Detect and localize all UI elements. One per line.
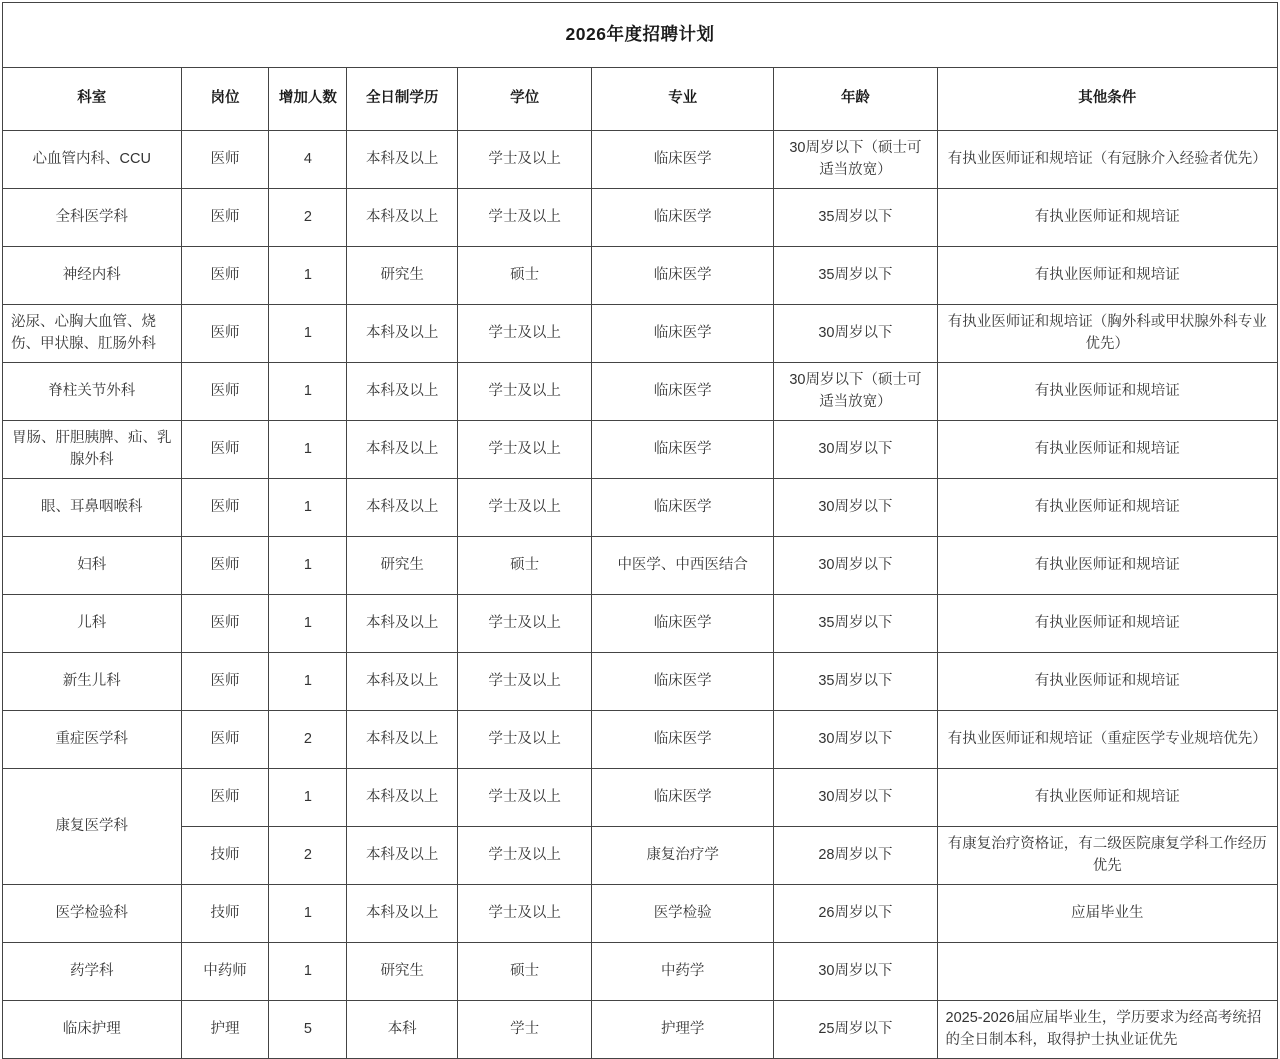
major-cell: 护理学 [592,1001,774,1059]
department-cell: 全科医学科 [3,189,182,247]
age-cell: 30周岁以下 [774,537,937,595]
degree-cell: 硕士 [458,247,592,305]
position-cell: 医师 [181,537,269,595]
header-row [3,68,1278,131]
education-cell: 本科及以上 [347,421,458,479]
degree-cell: 学士 [458,1001,592,1059]
department-cell: 眼、耳鼻咽喉科 [3,479,182,537]
age-cell: 35周岁以下 [774,653,937,711]
education-cell: 本科及以上 [347,131,458,189]
position-cell: 医师 [181,305,269,363]
education-cell: 本科及以上 [347,479,458,537]
major-cell: 康复治疗学 [592,827,774,885]
other-conditions-cell: 有执业医师证和规培证 [937,479,1277,537]
other-conditions-cell: 有执业医师证和规培证 [937,653,1277,711]
headcount-cell: 1 [269,885,347,943]
degree-cell: 学士及以上 [458,885,592,943]
department-cell: 胃肠、肝胆胰脾、疝、乳腺外科 [3,421,182,479]
headcount-cell: 1 [269,479,347,537]
header-position: 岗位 [181,68,269,131]
other-conditions-cell: 有康复治疗资格证，有二级医院康复学科工作经历优先 [937,827,1277,885]
department-cell: 临床护理 [3,1001,182,1059]
department-cell: 脊柱关节外科 [3,363,182,421]
age-cell: 30周岁以下（硕士可适当放宽） [774,363,937,421]
table-row [3,131,1278,189]
other-conditions-cell: 有执业医师证和规培证（有冠脉介入经验者优先） [937,131,1277,189]
headcount-cell: 1 [269,305,347,363]
headcount-cell: 2 [269,711,347,769]
age-cell: 35周岁以下 [774,595,937,653]
age-cell: 35周岁以下 [774,247,937,305]
age-cell: 35周岁以下 [774,189,937,247]
recruitment-table [2,2,1278,1059]
major-cell: 中医学、中西医结合 [592,537,774,595]
table-row [3,421,1278,479]
degree-cell: 学士及以上 [458,131,592,189]
age-cell: 30周岁以下（硕士可适当放宽） [774,131,937,189]
major-cell: 医学检验 [592,885,774,943]
table-row [3,305,1278,363]
education-cell: 本科及以上 [347,595,458,653]
table-row [3,595,1278,653]
header-degree: 学位 [458,68,592,131]
degree-cell: 硕士 [458,943,592,1001]
department-cell: 新生儿科 [3,653,182,711]
position-cell: 医师 [181,595,269,653]
education-cell: 本科及以上 [347,769,458,827]
position-cell: 中药师 [181,943,269,1001]
department-cell: 康复医学科 [3,769,182,885]
major-cell: 临床医学 [592,711,774,769]
position-cell: 医师 [181,711,269,769]
headcount-cell: 1 [269,595,347,653]
headcount-cell: 5 [269,1001,347,1059]
headcount-cell: 1 [269,363,347,421]
headcount-cell: 1 [269,421,347,479]
education-cell: 研究生 [347,943,458,1001]
position-cell: 医师 [181,421,269,479]
degree-cell: 学士及以上 [458,479,592,537]
table-title: 2026年度招聘计划 [3,3,1278,68]
education-cell: 研究生 [347,537,458,595]
table-row [3,189,1278,247]
age-cell: 30周岁以下 [774,479,937,537]
table-row [3,1001,1278,1059]
major-cell: 临床医学 [592,479,774,537]
position-cell: 护理 [181,1001,269,1059]
age-cell: 30周岁以下 [774,711,937,769]
other-conditions-cell: 应届毕业生 [937,885,1277,943]
degree-cell: 学士及以上 [458,827,592,885]
other-conditions-cell: 2025-2026届应届毕业生，学历要求为经高考统招的全日制本科，取得护士执业证优先 [937,1001,1277,1059]
position-cell: 医师 [181,363,269,421]
major-cell: 临床医学 [592,247,774,305]
degree-cell: 学士及以上 [458,421,592,479]
major-cell: 临床医学 [592,131,774,189]
other-conditions-cell: 有执业医师证和规培证（胸外科或甲状腺外科专业优先） [937,305,1277,363]
department-cell: 医学检验科 [3,885,182,943]
other-conditions-cell: 有执业医师证和规培证 [937,189,1277,247]
table-row [3,247,1278,305]
headcount-cell: 1 [269,653,347,711]
headcount-cell: 2 [269,189,347,247]
other-conditions-cell: 有执业医师证和规培证 [937,247,1277,305]
other-conditions-cell: 有执业医师证和规培证 [937,769,1277,827]
education-cell: 本科及以上 [347,305,458,363]
department-cell: 重症医学科 [3,711,182,769]
headcount-cell: 1 [269,537,347,595]
table-row [3,827,1278,885]
other-conditions-cell: 有执业医师证和规培证 [937,363,1277,421]
position-cell: 医师 [181,189,269,247]
education-cell: 本科及以上 [347,653,458,711]
title-row [3,3,1278,68]
degree-cell: 学士及以上 [458,363,592,421]
age-cell: 28周岁以下 [774,827,937,885]
position-cell: 技师 [181,885,269,943]
education-cell: 本科 [347,1001,458,1059]
header-department: 科室 [3,68,182,131]
education-cell: 研究生 [347,247,458,305]
position-cell: 技师 [181,827,269,885]
education-cell: 本科及以上 [347,885,458,943]
major-cell: 临床医学 [592,421,774,479]
table-row [3,479,1278,537]
department-cell: 心血管内科、CCU [3,131,182,189]
table-row [3,711,1278,769]
education-cell: 本科及以上 [347,363,458,421]
degree-cell: 学士及以上 [458,595,592,653]
header-education: 全日制学历 [347,68,458,131]
table-row [3,943,1278,1001]
age-cell: 30周岁以下 [774,421,937,479]
headcount-cell: 1 [269,769,347,827]
table-row [3,769,1278,827]
major-cell: 临床医学 [592,305,774,363]
table-body [3,131,1278,1059]
age-cell: 26周岁以下 [774,885,937,943]
header-other-conditions: 其他条件 [937,68,1277,131]
position-cell: 医师 [181,247,269,305]
degree-cell: 学士及以上 [458,769,592,827]
other-conditions-cell: 有执业医师证和规培证 [937,537,1277,595]
position-cell: 医师 [181,479,269,537]
age-cell: 30周岁以下 [774,305,937,363]
department-cell: 泌尿、心胸大血管、烧伤、甲状腺、肛肠外科 [3,305,182,363]
department-cell: 妇科 [3,537,182,595]
headcount-cell: 2 [269,827,347,885]
age-cell: 25周岁以下 [774,1001,937,1059]
degree-cell: 学士及以上 [458,653,592,711]
major-cell: 中药学 [592,943,774,1001]
major-cell: 临床医学 [592,595,774,653]
header-headcount: 增加人数 [269,68,347,131]
degree-cell: 学士及以上 [458,711,592,769]
degree-cell: 学士及以上 [458,189,592,247]
department-cell: 神经内科 [3,247,182,305]
department-cell: 药学科 [3,943,182,1001]
headcount-cell: 4 [269,131,347,189]
other-conditions-cell: 有执业医师证和规培证（重症医学专业规培优先） [937,711,1277,769]
education-cell: 本科及以上 [347,827,458,885]
table-row [3,653,1278,711]
department-cell: 儿科 [3,595,182,653]
table-row [3,885,1278,943]
education-cell: 本科及以上 [347,711,458,769]
position-cell: 医师 [181,769,269,827]
headcount-cell: 1 [269,943,347,1001]
major-cell: 临床医学 [592,769,774,827]
table-row [3,363,1278,421]
header-age: 年龄 [774,68,937,131]
headcount-cell: 1 [269,247,347,305]
header-major: 专业 [592,68,774,131]
position-cell: 医师 [181,131,269,189]
position-cell: 医师 [181,653,269,711]
other-conditions-cell: 有执业医师证和规培证 [937,595,1277,653]
degree-cell: 硕士 [458,537,592,595]
other-conditions-cell [937,943,1277,1001]
age-cell: 30周岁以下 [774,769,937,827]
other-conditions-cell: 有执业医师证和规培证 [937,421,1277,479]
age-cell: 30周岁以下 [774,943,937,1001]
degree-cell: 学士及以上 [458,305,592,363]
major-cell: 临床医学 [592,363,774,421]
education-cell: 本科及以上 [347,189,458,247]
major-cell: 临床医学 [592,653,774,711]
table-row [3,537,1278,595]
major-cell: 临床医学 [592,189,774,247]
